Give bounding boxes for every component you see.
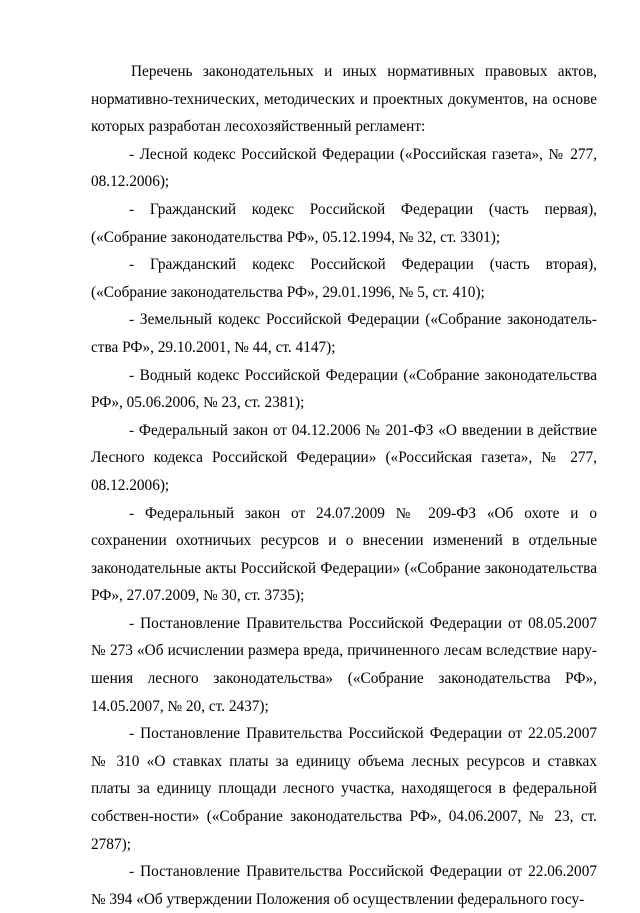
list-item: - Водный кодекс Российской Федерации («Собрание законодательства РФ», 05.06.2006, № 23, ст. 2381); — [91, 366, 597, 412]
intro-paragraph: Перечень законодательных и иных нормативных правовых актов, нормативно-технических, методических и проектных документов, на основе которых разработан лесохозяйственный регламент: — [91, 63, 597, 136]
list-item: - Постановление Правительства Российской Федерации от 22.05.2007 № 310 «О ставках платы за единицу объема лесных ресурсов и ставках платы за единицу площади лесного участка, находящегося в федеральной собствен-ности» («Собрание законодательства РФ», 04.06.2007, № 23, ст. 2787); — [91, 725, 597, 853]
list-item: - Федеральный закон от 04.12.2006 № 201-ФЗ «О введении в действие Лесного кодекса Российской Федерации» («Российская газета», № 277, 08.12.2006); — [91, 421, 597, 494]
list-item: - Земельный кодекс Российской Федерации («Собрание законодатель-ства РФ», 29.10.2001, № 44, ст. 4147); — [91, 311, 597, 356]
list-item: - Гражданский кодекс Российской Федерации (часть первая), («Собрание законодательства РФ», 05.12.1994, № 32, ст. 3301); — [91, 200, 597, 246]
list-item: - Постановление Правительства Российской Федерации от 22.06.2007 № 394 «Об утверждении Положения об осуществлении федерального госу- — [91, 863, 597, 908]
list-item: - Федеральный закон от 24.07.2009 № 209-ФЗ «Об охоте и о сохранении охотничьих ресурсов и о внесении изменений в отдельные законодательные акты Российской Федерации» («Собрание законодательства РФ», 27.07.2009, № 30, ст. 3735); — [91, 504, 597, 605]
list-item: - Гражданский кодекс Российской Федерации (часть вторая), («Собрание законодательства РФ», 29.01.1996, № 5, ст. 410); — [91, 256, 597, 301]
list-item: - Лесной кодекс Российской Федерации («Российская газета», № 277, 08.12.2006); — [91, 145, 597, 191]
list-item: - Постановление Правительства Российской Федерации от 08.05.2007 № 273 «Об исчислении размера вреда, причиненного лесам вследствие нару-шения лесного законодательства» («Собрание законодательства РФ», 14.05.2007, № 20, ст. 2437); — [91, 614, 597, 715]
document-body — [91, 58, 597, 913]
